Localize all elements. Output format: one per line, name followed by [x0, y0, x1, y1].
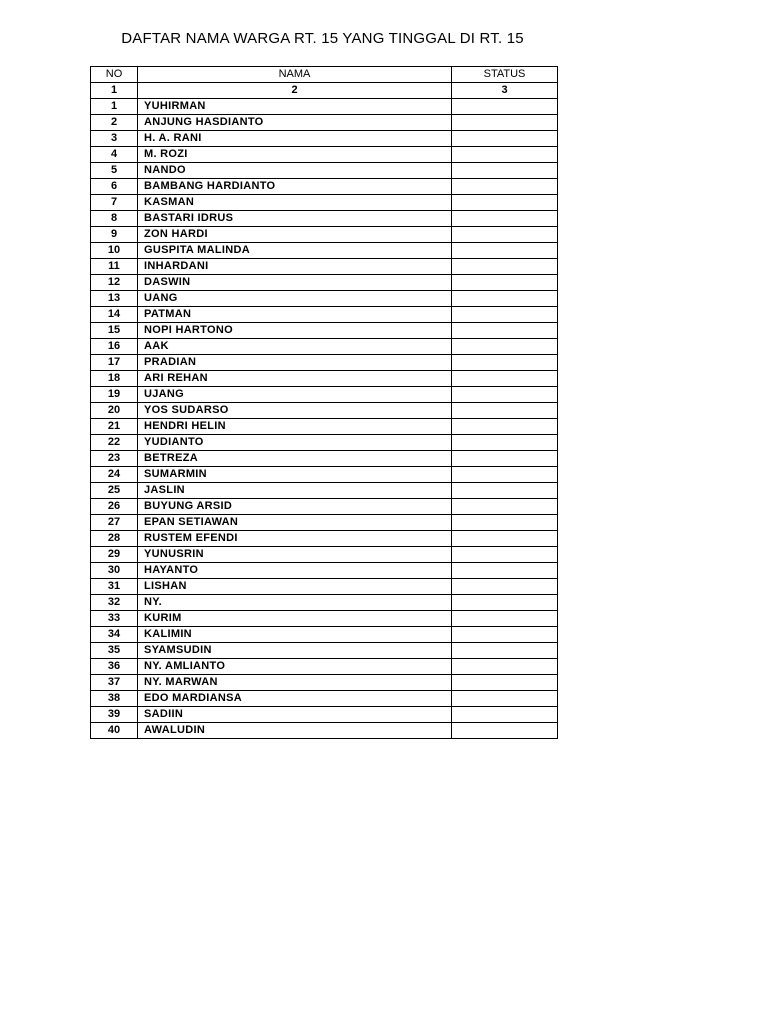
resident-status — [452, 723, 558, 739]
row-number: 32 — [91, 595, 138, 611]
row-number: 16 — [91, 339, 138, 355]
header-status: STATUS — [452, 67, 558, 83]
row-number: 22 — [91, 435, 138, 451]
table-row — [91, 499, 558, 515]
row-number: 23 — [91, 451, 138, 467]
table-row — [91, 179, 558, 195]
resident-status — [452, 371, 558, 387]
row-number: 27 — [91, 515, 138, 531]
row-number: 26 — [91, 499, 138, 515]
resident-status — [452, 579, 558, 595]
row-number: 36 — [91, 659, 138, 675]
resident-name: ARI REHAN — [138, 371, 452, 387]
table-row — [91, 163, 558, 179]
table-row — [91, 451, 558, 467]
resident-status — [452, 211, 558, 227]
row-number: 29 — [91, 547, 138, 563]
table-row — [91, 531, 558, 547]
row-number: 35 — [91, 643, 138, 659]
table-row — [91, 195, 558, 211]
resident-status — [452, 675, 558, 691]
resident-name: SUMARMIN — [138, 467, 452, 483]
resident-name: GUSPITA MALINDA — [138, 243, 452, 259]
resident-status — [452, 115, 558, 131]
resident-name: NY. MARWAN — [138, 675, 452, 691]
table-row — [91, 579, 558, 595]
table-row — [91, 227, 558, 243]
resident-name: SYAMSUDIN — [138, 643, 452, 659]
table-row — [91, 147, 558, 163]
table-row — [91, 323, 558, 339]
table-row — [91, 115, 558, 131]
row-number: 6 — [91, 179, 138, 195]
column-number-row — [91, 83, 558, 99]
resident-status — [452, 627, 558, 643]
table-row — [91, 259, 558, 275]
table-row — [91, 467, 558, 483]
table-row — [91, 435, 558, 451]
row-number: 8 — [91, 211, 138, 227]
resident-name: DASWIN — [138, 275, 452, 291]
resident-status — [452, 659, 558, 675]
table-row — [91, 419, 558, 435]
resident-name: KURIM — [138, 611, 452, 627]
resident-status — [452, 691, 558, 707]
resident-name: NY. AMLIANTO — [138, 659, 452, 675]
resident-status — [452, 131, 558, 147]
resident-status — [452, 707, 558, 723]
resident-name: SADIIN — [138, 707, 452, 723]
table-row — [91, 563, 558, 579]
resident-status — [452, 531, 558, 547]
resident-status — [452, 563, 558, 579]
table-row — [91, 515, 558, 531]
resident-name: PRADIAN — [138, 355, 452, 371]
table-row — [91, 387, 558, 403]
table-header — [91, 67, 558, 83]
table-row — [91, 627, 558, 643]
resident-name: YOS SUDARSO — [138, 403, 452, 419]
table-row — [91, 371, 558, 387]
resident-status — [452, 179, 558, 195]
resident-status — [452, 547, 558, 563]
resident-name: BETREZA — [138, 451, 452, 467]
resident-status — [452, 275, 558, 291]
resident-status — [452, 499, 558, 515]
row-number: 31 — [91, 579, 138, 595]
resident-status — [452, 291, 558, 307]
header-nama: NAMA — [138, 67, 452, 83]
resident-name: H. A. RANI — [138, 131, 452, 147]
resident-name: NANDO — [138, 163, 452, 179]
row-number: 34 — [91, 627, 138, 643]
row-number: 1 — [91, 99, 138, 115]
table-row — [91, 675, 558, 691]
table-row — [91, 707, 558, 723]
resident-name: HAYANTO — [138, 563, 452, 579]
table-row — [91, 355, 558, 371]
row-number: 18 — [91, 371, 138, 387]
row-number: 11 — [91, 259, 138, 275]
row-number: 25 — [91, 483, 138, 499]
resident-name: ANJUNG HASDIANTO — [138, 115, 452, 131]
header-row — [91, 67, 558, 83]
resident-status — [452, 467, 558, 483]
resident-status — [452, 163, 558, 179]
table-row — [91, 547, 558, 563]
table-row — [91, 643, 558, 659]
resident-status — [452, 403, 558, 419]
resident-status — [452, 339, 558, 355]
resident-name: NY. — [138, 595, 452, 611]
row-number: 5 — [91, 163, 138, 179]
resident-name: YUDIANTO — [138, 435, 452, 451]
row-number: 39 — [91, 707, 138, 723]
table-row — [91, 291, 558, 307]
table-body — [91, 83, 558, 739]
resident-status — [452, 323, 558, 339]
table-row — [91, 403, 558, 419]
row-number: 9 — [91, 227, 138, 243]
resident-name: ZON HARDI — [138, 227, 452, 243]
row-number: 19 — [91, 387, 138, 403]
resident-name: RUSTEM EFENDI — [138, 531, 452, 547]
resident-name: EPAN SETIAWAN — [138, 515, 452, 531]
row-number: 30 — [91, 563, 138, 579]
row-number: 12 — [91, 275, 138, 291]
row-number: 40 — [91, 723, 138, 739]
column-number-status: 3 — [452, 83, 558, 99]
resident-name: AAK — [138, 339, 452, 355]
resident-name: EDO MARDIANSA — [138, 691, 452, 707]
resident-name: UANG — [138, 291, 452, 307]
table-row — [91, 595, 558, 611]
row-number: 7 — [91, 195, 138, 211]
resident-status — [452, 259, 558, 275]
resident-name: M. ROZI — [138, 147, 452, 163]
resident-status — [452, 435, 558, 451]
resident-status — [452, 611, 558, 627]
table-row — [91, 611, 558, 627]
row-number: 2 — [91, 115, 138, 131]
resident-status — [452, 243, 558, 259]
resident-status — [452, 483, 558, 499]
resident-name: NOPI HARTONO — [138, 323, 452, 339]
row-number: 37 — [91, 675, 138, 691]
table-row — [91, 99, 558, 115]
table-row — [91, 723, 558, 739]
table-row — [91, 131, 558, 147]
resident-status — [452, 355, 558, 371]
resident-status — [452, 99, 558, 115]
table-row — [91, 275, 558, 291]
resident-name: PATMAN — [138, 307, 452, 323]
resident-name: BUYUNG ARSID — [138, 499, 452, 515]
table-row — [91, 211, 558, 227]
resident-status — [452, 419, 558, 435]
resident-status — [452, 195, 558, 211]
table-row — [91, 659, 558, 675]
resident-status — [452, 451, 558, 467]
row-number: 15 — [91, 323, 138, 339]
resident-status — [452, 595, 558, 611]
row-number: 4 — [91, 147, 138, 163]
column-number-nama: 2 — [138, 83, 452, 99]
resident-name: JASLIN — [138, 483, 452, 499]
resident-name: KASMAN — [138, 195, 452, 211]
row-number: 28 — [91, 531, 138, 547]
resident-name: BAMBANG HARDIANTO — [138, 179, 452, 195]
table-row — [91, 243, 558, 259]
row-number: 33 — [91, 611, 138, 627]
table-row — [91, 691, 558, 707]
row-number: 20 — [91, 403, 138, 419]
resident-status — [452, 643, 558, 659]
header-no: NO — [91, 67, 138, 83]
resident-status — [452, 147, 558, 163]
row-number: 17 — [91, 355, 138, 371]
resident-name: HENDRI HELIN — [138, 419, 452, 435]
row-number: 21 — [91, 419, 138, 435]
resident-name: KALIMIN — [138, 627, 452, 643]
table-row — [91, 483, 558, 499]
resident-status — [452, 515, 558, 531]
resident-name: BASTARI IDRUS — [138, 211, 452, 227]
resident-name: INHARDANI — [138, 259, 452, 275]
resident-name: LISHAN — [138, 579, 452, 595]
row-number: 3 — [91, 131, 138, 147]
row-number: 10 — [91, 243, 138, 259]
resident-name: UJANG — [138, 387, 452, 403]
table-row — [91, 307, 558, 323]
column-number-no: 1 — [91, 83, 138, 99]
table-row — [91, 339, 558, 355]
row-number: 38 — [91, 691, 138, 707]
resident-name: YUNUSRIN — [138, 547, 452, 563]
resident-status — [452, 387, 558, 403]
resident-name: AWALUDIN — [138, 723, 452, 739]
document-title: DAFTAR NAMA WARGA RT. 15 YANG TINGGAL DI RT. 15 — [121, 30, 524, 47]
resident-name: YUHIRMAN — [138, 99, 452, 115]
resident-status — [452, 227, 558, 243]
row-number: 13 — [91, 291, 138, 307]
row-number: 24 — [91, 467, 138, 483]
citizen-table — [90, 66, 558, 739]
row-number: 14 — [91, 307, 138, 323]
resident-status — [452, 307, 558, 323]
